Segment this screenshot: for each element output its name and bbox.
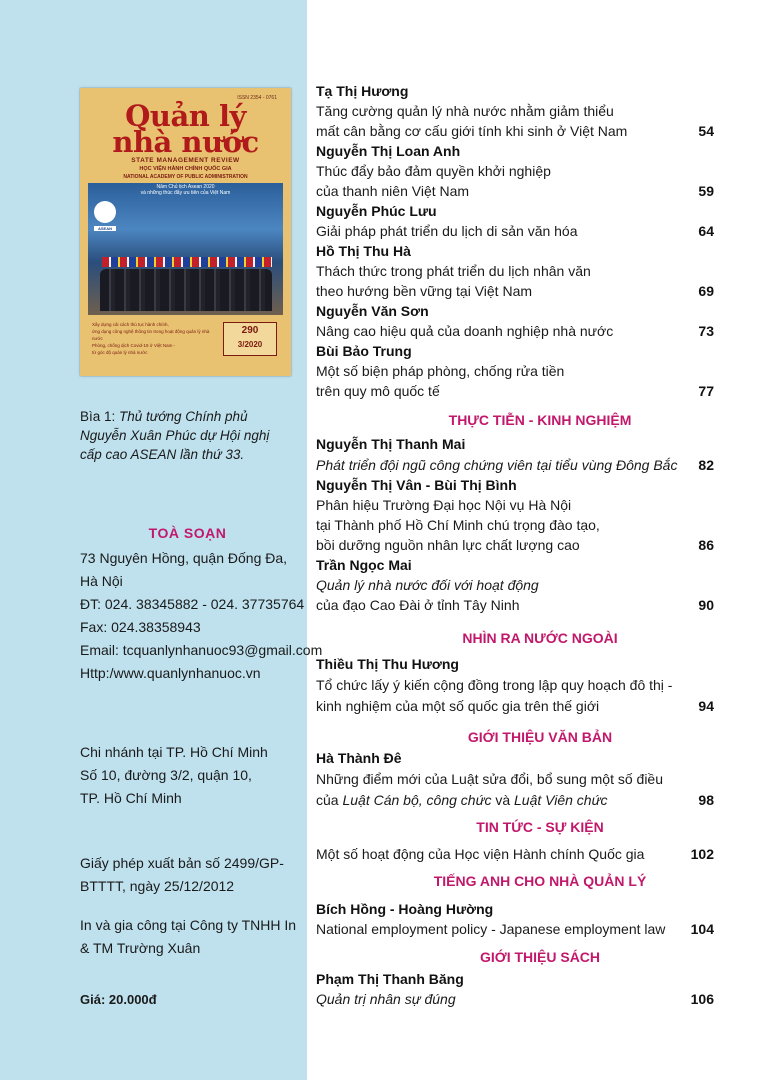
printer-line: In và gia công tại Công ty TNHH In <box>80 917 297 933</box>
toc-title-line: Phân hiệu Trường Đại học Nội vụ Hà Nội <box>316 497 572 513</box>
editorial-fax: Fax: 024.38358943 <box>80 619 201 635</box>
toc-page-number: 98 <box>698 792 714 808</box>
toc-section-heading: GIỚI THIỆU SÁCH <box>479 949 601 965</box>
editorial-address-line1: 73 Nguyên Hồng, quận Đống Đa, <box>80 550 288 566</box>
cover-headline: ứng dụng công nghệ thông tin trong hoạt động quản lý nhà nước <box>92 329 210 341</box>
cover-banner-line1: Năm Chủ tịch Asean 2020 <box>156 184 215 190</box>
issue-date: 3/2020 <box>237 340 263 349</box>
editorial-info <box>80 547 323 685</box>
toc-title-line: Nâng cao hiệu quả của doanh nghiệp nhà nước <box>316 323 614 339</box>
cover-issn: ISSN 2354 - 0761 <box>237 95 277 101</box>
cover-subtitle: STATE MANAGEMENT REVIEW <box>131 157 240 164</box>
toc-title-line: của thanh niên Việt Nam <box>316 183 470 199</box>
toc-page-number: 86 <box>698 537 714 553</box>
editorial-address-line2: Hà Nội <box>80 573 123 589</box>
cover-photo <box>88 183 283 315</box>
toc-title-line: mất cân bằng cơ cấu giới tính khi sinh ở Việt Nam <box>316 123 628 139</box>
caption-line3: cấp cao ASEAN lần thứ 33. <box>80 447 245 462</box>
cover-headline: Xây dựng cải cách thủ tục hành chính, <box>92 322 169 327</box>
cover-headline: từ góc độ quản lý nhà nước <box>92 350 148 355</box>
toc-page-number: 59 <box>698 183 714 199</box>
toc-author: Bùi Bảo Trung <box>316 343 412 359</box>
toc-page-number: 90 <box>698 597 714 613</box>
toc-author: Hồ Thị Thu Hà <box>316 243 411 259</box>
toc-title-line: Một số biện pháp phòng, chống rửa tiền <box>316 363 565 379</box>
caption-line2: Nguyễn Xuân Phúc dự Hội nghị <box>80 428 270 443</box>
issue-badge <box>223 322 277 356</box>
toc-page-number: 106 <box>690 991 714 1007</box>
cover-institution-en: NATIONAL ACADEMY OF PUBLIC ADMINISTRATION <box>123 174 248 180</box>
toc-author: Hà Thành Đê <box>316 750 402 766</box>
toc-author: Trần Ngọc Mai <box>316 557 412 573</box>
toc-section-heading: TIN TỨC - SỰ KIỆN <box>476 819 604 835</box>
toc-title-line: Một số hoạt động của Học viện Hành chính Quốc gia <box>316 846 645 862</box>
toc-title-line: trên quy mô quốc tế <box>316 383 440 399</box>
toc-title-line: Thách thức trong phát triển du lịch nhân văn <box>316 263 591 279</box>
toc-author: Nguyễn Văn Sơn <box>316 303 429 319</box>
law-name-part: Luật Cán bộ, công chức <box>342 792 492 808</box>
caption-prefix: Bìa 1: <box>80 409 120 424</box>
leaders-group <box>100 269 272 311</box>
license-info <box>80 852 310 898</box>
price: Giá: 20.000đ <box>80 992 157 1007</box>
toc-title-line: Tăng cường quản lý nhà nước nhằm giảm thiểu <box>316 103 614 119</box>
toc-page-number: 82 <box>698 457 714 473</box>
cover-title-line2: nhà nước <box>112 125 259 159</box>
magazine-cover <box>80 88 291 376</box>
toc-title-line: Quản trị nhân sự đúng <box>316 991 456 1007</box>
toc-page-number: 73 <box>698 323 714 339</box>
cover-banner-line2: và những thúc đẩy ưu tiên của Việt Nam <box>140 190 231 196</box>
toc-author: Tạ Thị Hương <box>316 83 409 99</box>
editorial-heading: TOÀ SOẠN <box>148 525 227 541</box>
editorial-phone: ĐT: 024. 38345882 - 024. 37735764 <box>80 596 305 612</box>
toc-page-number: 69 <box>698 283 714 299</box>
toc-section-heading: THỰC TIỄN - KINH NGHIỆM <box>448 412 632 428</box>
toc-author: Nguyễn Thị Loan Anh <box>316 143 461 159</box>
toc-author: Bích Hồng - Hoàng Hường <box>316 901 494 917</box>
toc-author: Nguyễn Thị Thanh Mai <box>316 436 466 452</box>
license-line: Giấy phép xuất bản số 2499/GP- <box>80 855 284 871</box>
toc-page-number: 104 <box>690 921 714 937</box>
toc-title-line: kinh nghiệm của một số quốc gia trên thế giới <box>316 698 600 714</box>
toc-page-number: 54 <box>698 123 714 139</box>
law-text-part: và <box>491 792 515 808</box>
editorial-email: Email: tcquanlynhanuoc93@gmail.com <box>80 642 323 658</box>
caption-line1: Thủ tướng Chính phủ <box>119 409 248 424</box>
toc-title-line: Phát triển đội ngũ công chứng viên tại tiểu vùng Đông Bắc <box>316 457 678 473</box>
toc-title-line: theo hướng bền vững tại Việt Nam <box>316 283 533 299</box>
toc-page-number: 77 <box>698 383 714 399</box>
toc-title-line: National employment policy - Japanese employment law <box>316 921 666 937</box>
toc-page-number: 102 <box>690 846 714 862</box>
printer-info <box>80 914 310 960</box>
toc-page-number: 64 <box>698 223 714 239</box>
cover-headlines <box>92 321 212 356</box>
branch-info <box>80 741 310 810</box>
toc-title-line: tại Thành phố Hồ Chí Minh chú trọng đào tạo, <box>316 517 600 533</box>
toc-author: Nguyễn Phúc Lưu <box>316 203 437 219</box>
branch-line: TP. Hồ Chí Minh <box>80 790 182 806</box>
cover-headline: Phòng, chống dịch Covid-19 ở Việt Nam - <box>92 343 176 348</box>
issue-number: 290 <box>241 325 259 336</box>
toc-author: Nguyễn Thị Vân - Bùi Thị Bình <box>316 477 517 493</box>
toc-title-line: Những điểm mới của Luật sửa đổi, bổ sung một số điều <box>316 771 663 787</box>
cover-banner <box>88 183 283 198</box>
toc-title-line: của đạo Cao Đài ở tỉnh Tây Ninh <box>316 597 520 613</box>
toc-title-line: Thúc đẩy bảo đảm quyền khởi nghiệp <box>316 163 551 179</box>
toc-title-line: Quản lý nhà nước đối với hoạt động <box>316 577 539 593</box>
asean-logo-text: ASEAN <box>94 226 116 231</box>
toc-author: Phạm Thị Thanh Băng <box>316 971 464 987</box>
toc-title-line: bồi dưỡng nguồn nhân lực chất lượng cao <box>316 537 580 553</box>
toc-title-line: Giải pháp phát triển du lịch di sản văn hóa <box>316 223 578 239</box>
toc-title-line: Tổ chức lấy ý kiến cộng đồng trong lập quy hoạch đô thị - <box>316 677 673 693</box>
cover-institution-vn: HỌC VIỆN HÀNH CHÍNH QUỐC GIA <box>139 166 232 172</box>
law-name-part: Luật Viên chức <box>514 792 608 808</box>
toc-section-heading: NHÌN RA NƯỚC NGOÀI <box>462 630 618 646</box>
license-line: BTTTT, ngày 25/12/2012 <box>80 878 235 894</box>
branch-line: Chi nhánh tại TP. Hồ Chí Minh <box>80 744 268 760</box>
flags-row <box>102 257 272 267</box>
cover-title-line1: Quản lý <box>125 99 246 133</box>
editorial-website: Http:/www.quanlynhanuoc.vn <box>80 665 261 681</box>
toc-section-heading: TIẾNG ANH CHO NHÀ QUẢN LÝ <box>433 873 647 889</box>
asean-logo-icon <box>94 201 116 231</box>
branch-line: Số 10, đường 3/2, quận 10, <box>80 767 252 783</box>
toc-author: Thiều Thị Thu Hương <box>316 656 459 672</box>
toc-section-heading: GIỚI THIỆU VĂN BẢN <box>467 729 613 745</box>
printer-line: & TM Trường Xuân <box>80 940 201 956</box>
law-text-part: của <box>316 792 343 808</box>
toc-title-line-law <box>316 792 607 808</box>
toc-page-number: 94 <box>698 698 714 714</box>
cover-caption <box>80 407 295 464</box>
